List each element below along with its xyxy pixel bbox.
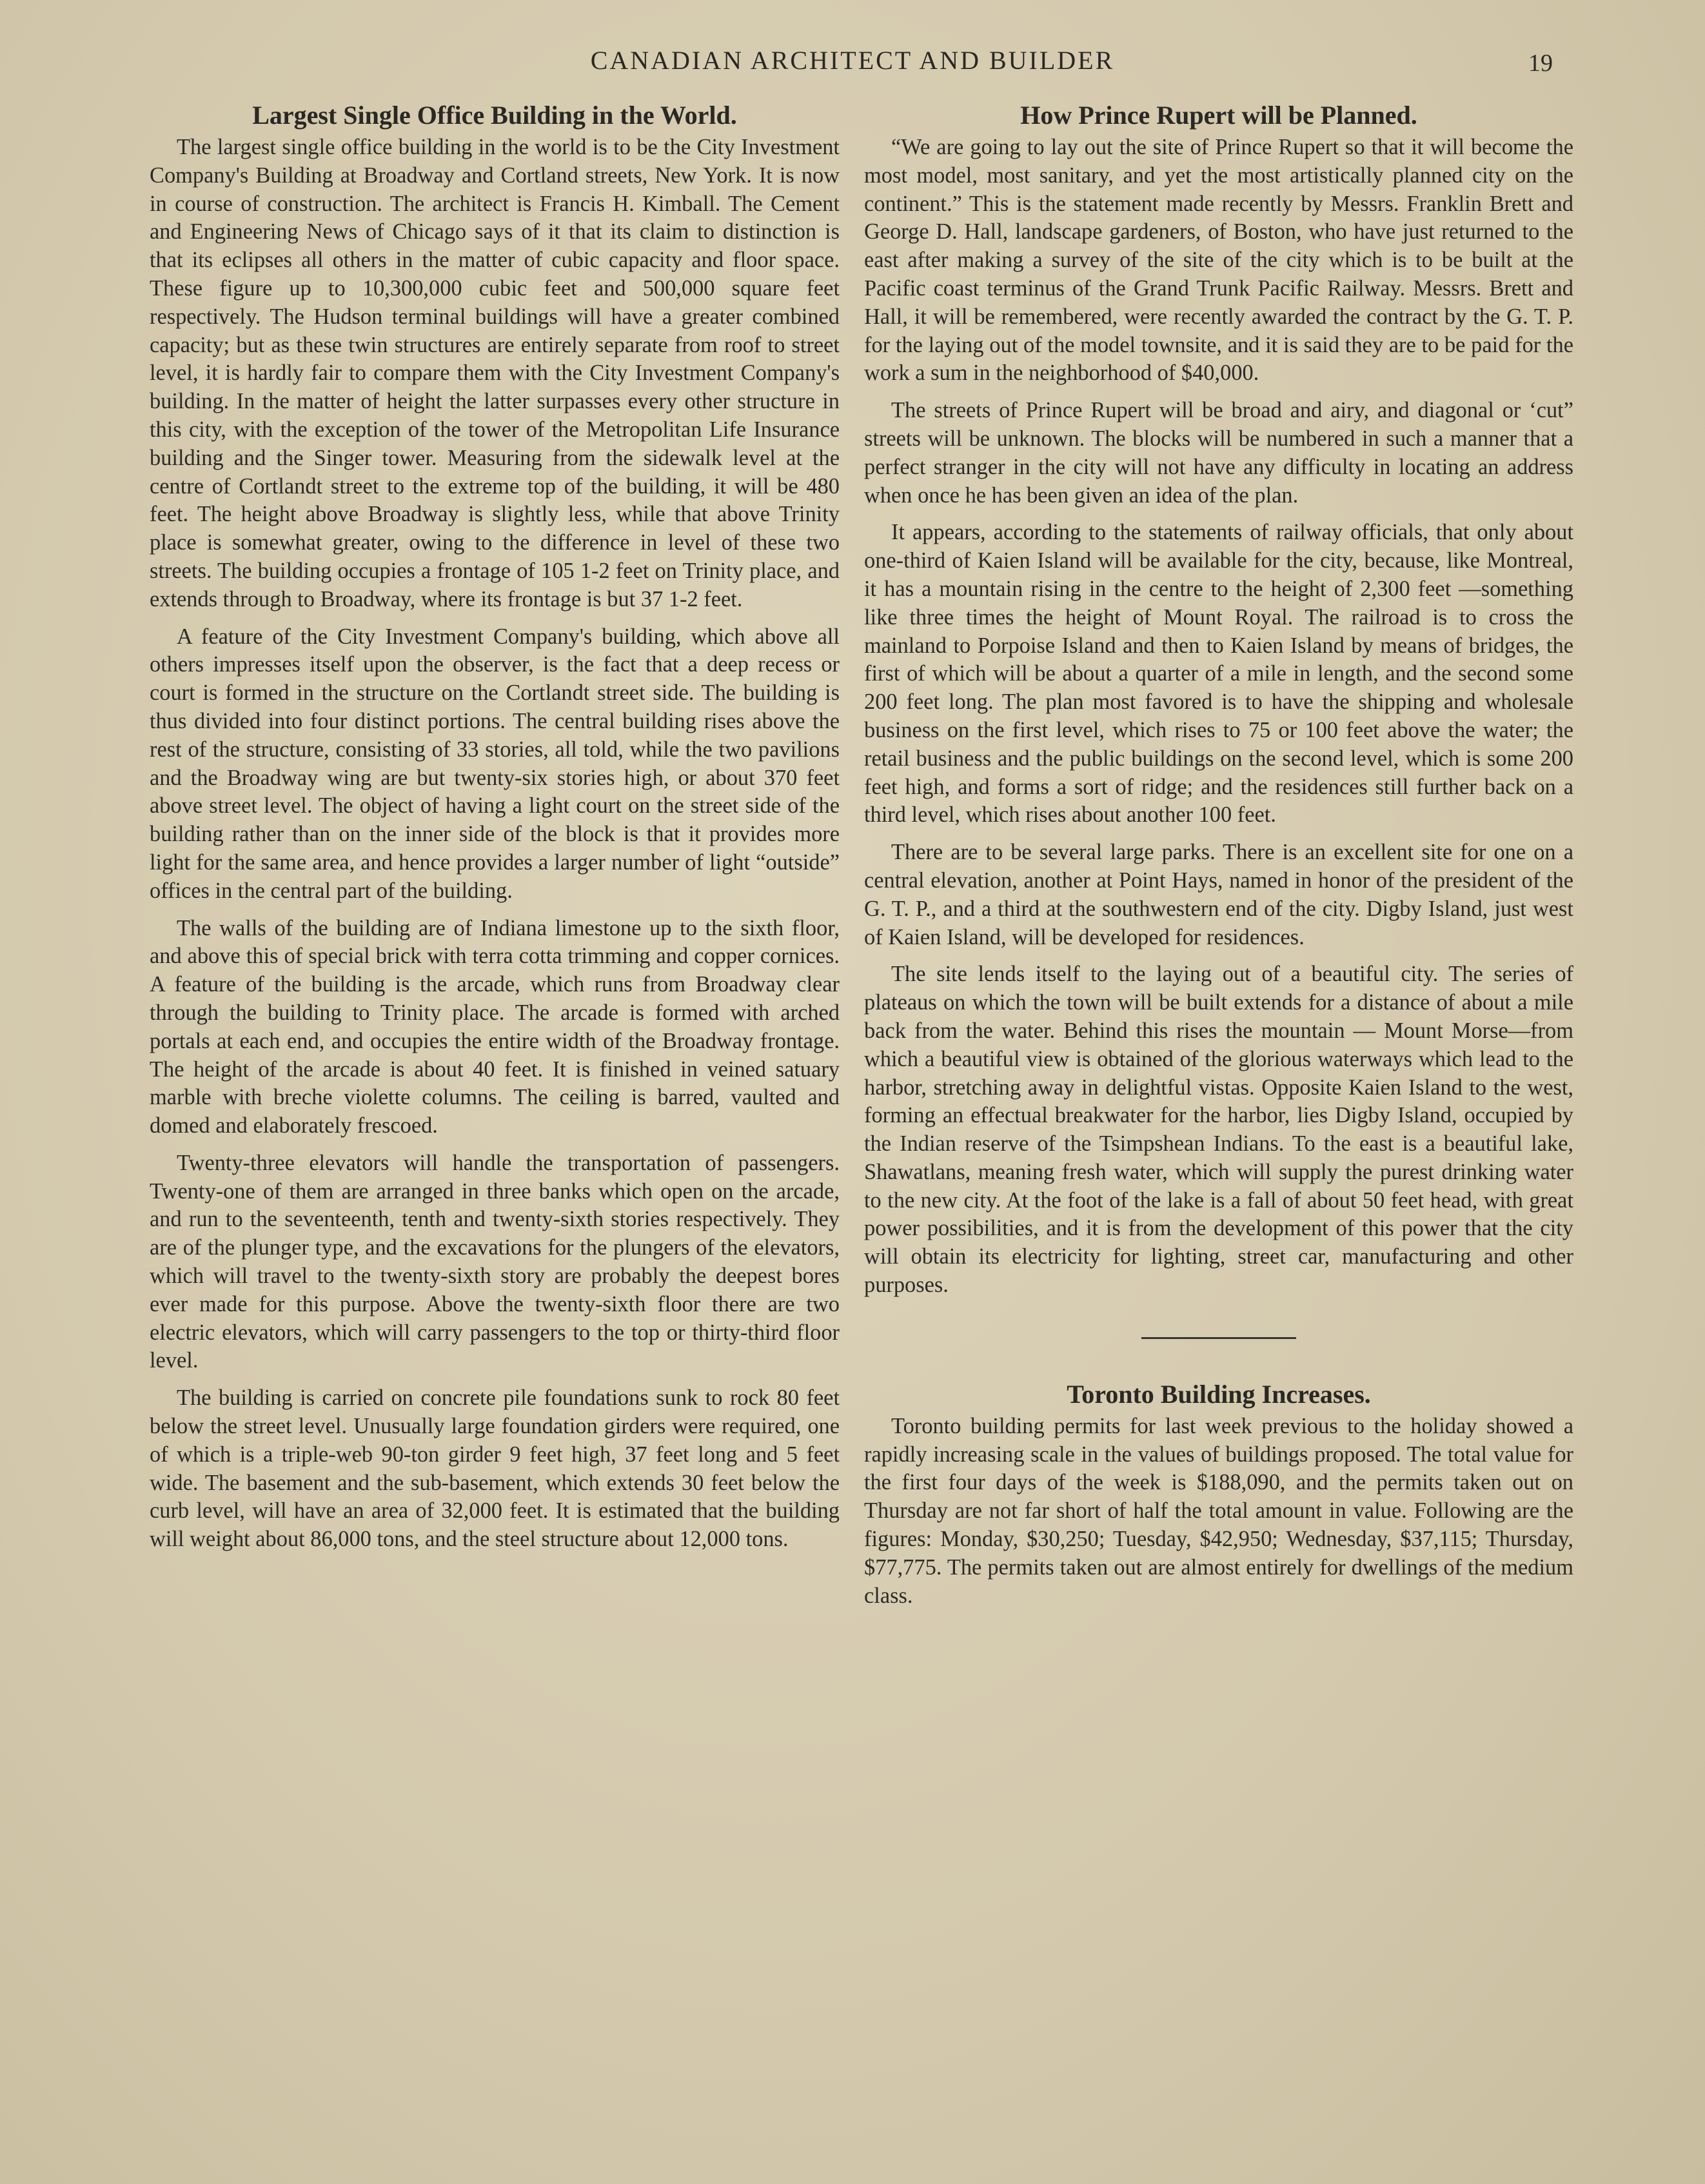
left-column [150, 100, 840, 1563]
article-title-prince-rupert: How Prince Rupert will be Planned. [1020, 101, 1417, 130]
section-divider [1141, 1337, 1296, 1339]
article-paragraph: A feature of the City Investment Company's building, which above all others impresses itself upon the observer, is the fact that a deep recess or court is formed in the structure on the Cortlandt street side. The building is thus divided into four distinct portions. The central building rises above the rest of the structure, consisting of 33 stories, all told, while the two pavilions and the Broadway wing are but twenty-six stories high, or about 370 feet above street level. The object of having a light court on the street side of the building rather than on the inner side of the block is that it provides more light for the same area, and hence provides a larger number of light “outside” offices in the central part of the building. [150, 624, 840, 903]
page-number: 19 [1528, 50, 1553, 77]
article-paragraph: The site lends itself to the laying out of a beautiful city. The series of plateaus on which the town will be built extends for a distance of about a mile back from the water. Behind this rises the mountain — Mount Morse—from which a beautiful view is obtained of the glorious waterways which lead to the harbor, stretching away in delightful vistas. Opposite Kaien Island to the west, forming an effectual breakwater for the harbor, lies Digby Island, occupied by the Indian reserve of the Tsimpshean Indians. To the east is a beautiful lake, Shawatlans, meaning fresh water, which will supply the purest drinking water to the new city. At the foot of the lake is a fall of about 50 feet head, with great power possibilities, and it is from the development of this power that the city will obtain its electricity for lighting, street car, manufacturing and other purposes. [864, 962, 1573, 1298]
article-paragraph: The largest single office building in the world is to be the City Investment Company's Building at Broadway and Cortland streets, New York. It is now in course of construction. The architect is Francis H. Kimball. The Cement and Engineering News of Chicago says of it that its claim to distinction is that its eclipses all others in the matter of cubic capacity and floor space. These figure up to 10,300,000 cubic feet and 500,000 square feet respectively. The Hudson terminal buildings will have a greater combined capacity; but as these twin structures are entirely separate from roof to street level, it is hardly fair to compare them with the City Investment Company's building. In the matter of height the latter surpasses every other structure in this city, with the exception of the tower of the Metropolitan Life Insurance building and the Singer tower. Measuring from the sidewalk level at the centre of Cortlandt street to the extreme top of the building, it will be 480 feet. The height above Broadway is slightly less, while that above Trinity place is somewhat greater, owing to the difference in level of these two streets. The building occupies a frontage of 105 1-2 feet on Trinity place, and extends through to Broadway, where its frontage is but 37 1-2 feet. [150, 135, 840, 611]
article-title-toronto-building: Toronto Building Increases. [1067, 1379, 1371, 1409]
article-paragraph: Twenty-three elevators will handle the transportation of passengers. Twenty-one of them are arranged in three banks which open on the arcade, and run to the seventeenth, tenth and twenty-sixth stories respectively. They are of the plunger type, and the excavations for the plungers of the elevators, which will travel to the twenty-sixth story are probably the deepest bores ever made for this purpose. Above the twenty-sixth floor there are two electric elevators, which will carry passengers to the top or thirty-third floor level. [150, 1150, 840, 1373]
article-title-office-building: Largest Single Office Building in the World. [252, 101, 737, 130]
article-paragraph: There are to be several large parks. There is an excellent site for one on a central elevation, another at Point Hays, named in honor of the president of the G. T. P., and a third at the southwestern end of the city. Digby Island, just west of Kaien Island, will be developed for residences. [864, 840, 1573, 949]
journal-title: CANADIAN ARCHITECT AND BUILDER [590, 46, 1115, 75]
article-paragraph: “We are going to lay out the site of Prince Rupert so that it will become the most model, most sanitary, and yet the most artistically planned city on the continent.” This is the statement made recently by Messrs. Franklin Brett and George D. Hall, landscape gardeners, of Boston, who have just returned to the east after making a survey of the site of the city which is to be built at the Pacific coast terminus of the Grand Trunk Pacific Railway. Messrs. Brett and Hall, it will be remembered, were recently awarded the contract by the G. T. P. for the laying out of the model townsite, and it is said they are to be paid for the work a sum in the neighborhood of $40,000. [864, 135, 1573, 386]
article-paragraph: Toronto building permits for last week previous to the holiday showed a rapidly increasing scale in the values of buildings proposed. The total value for the first four days of the week is $188,090, and the permits taken out on Thursday are not far short of half the total amount in value. Following are the figures: Monday, $30,250; Tuesday, $42,950; Wednesday, $37,115; Thursday, $77,775. The permits taken out are almost entirely for dwellings of the medium class. [864, 1413, 1573, 1608]
page-header [0, 45, 1705, 84]
article-paragraph: The streets of Prince Rupert will be broad and airy, and diagonal or ‘cut” streets will be unknown. The blocks will be numbered in such a manner that a perfect stranger in the city will not have any difficulty in locating an address when once he has been given an idea of the plan. [864, 398, 1573, 508]
article-paragraph: The walls of the building are of Indiana limestone up to the sixth floor, and above this of special brick with terra cotta trimming and copper cornices. A feature of the building is the arcade, which runs from Broadway clear through the building to Trinity place. The arcade is formed with arched portals at each end, and occupies the entire width of the Broadway frontage. The height of the arcade is about 40 feet. It is finished in veined satuary marble with breche violette columns. The ceiling is barred, vaulted and domed and elaborately frescoed. [150, 915, 840, 1138]
right-column [864, 100, 1573, 1619]
article-paragraph: It appears, according to the statements of railway officials, that only about one-third of Kaien Island will be available for the city, because, like Montreal, it has a mountain rising in the centre to the height of 2,300 feet —something like three times the height of Mount Royal. The railroad is to cross the mainland to Porpoise Island and then to Kaien Island by means of bridges, the first of which will be about a quarter of a mile in length, and the second some 200 feet long. The plan most favored is to have the shipping and wholesale business on the first level, which rises to 75 or 100 feet above the water; the retail business and the public buildings on the second level, which is some 200 feet high, and forms a sort of ridge; and the residences still further back on a third level, which rises about another 100 feet. [864, 520, 1573, 828]
article-paragraph: The building is carried on concrete pile foundations sunk to rock 80 feet below the street level. Unusually large foundation girders were required, one of which is a triple-web 90-ton girder 9 feet high, 37 feet long and 5 feet wide. The basement and the sub-basement, which extends 30 feet below the curb level, will have an area of 32,000 feet. It is estimated that the building will weight about 86,000 tons, and the steel structure about 12,000 tons. [150, 1385, 840, 1552]
